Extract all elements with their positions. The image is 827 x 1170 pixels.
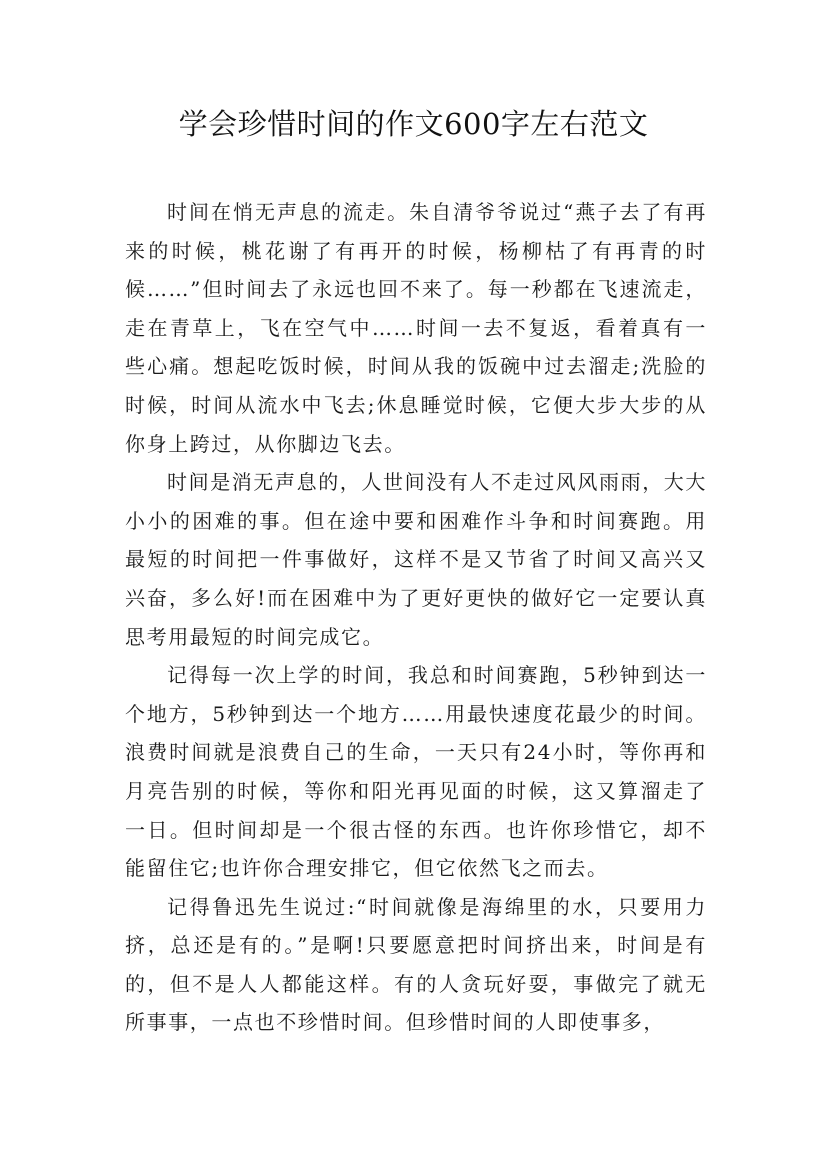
document-title: 学会珍惜时间的作文600字左右范文 (178, 107, 649, 141)
paragraph: 记得鲁迅先生说过:“时间就像是海绵里的水，只要用力挤，总还是有的。”是啊!只要愿意把时间挤出来，时间是有的，但不是人人都能这样。有的人贪玩好耍，事做完了就无所事事，一点也不珍惜时间。但珍惜时间的人即使事多， (125, 894, 707, 1035)
document-body (125, 193, 707, 1042)
paragraph: 时间在悄无声息的流走。朱自清爷爷说过“燕子去了有再来的时候，桃花谢了有再开的时候，杨柳枯了有再青的时候……”但时间去了永远也回不来了。每一秒都在飞速流走，走在青草上，飞在空气中……时间一去不复返，看着真有一些心痛。想起吃饭时候，时间从我的饭碗中过去溜走;洗脸的时候，时间从流水中飞去;休息睡觉时候，它便大步大步的从你身上跨过，从你脚边飞去。 (125, 200, 707, 456)
paragraph: 记得每一次上学的时间，我总和时间赛跑，5秒钟到达一个地方，5秒钟到达一个地方……用最快速度花最少的时间。浪费时间就是浪费自己的生命，一天只有24小时，等你再和月亮告别的时候，等你和阳光再见面的时候，这又算溜走了一日。但时间却是一个很古怪的东西。也许你珍惜它，却不能留住它;也许你合理安排它，但它依然飞之而去。 (125, 663, 707, 881)
paragraph: 时间是消无声息的，人世间没有人不走过风风雨雨，大大小小的困难的事。但在途中要和困难作斗争和时间赛跑。用最短的时间把一件事做好，这样不是又节省了时间又高兴又兴奋，多么好!而在困难中为了更好更快的做好它一定要认真思考用最短的时间完成它。 (125, 470, 707, 649)
